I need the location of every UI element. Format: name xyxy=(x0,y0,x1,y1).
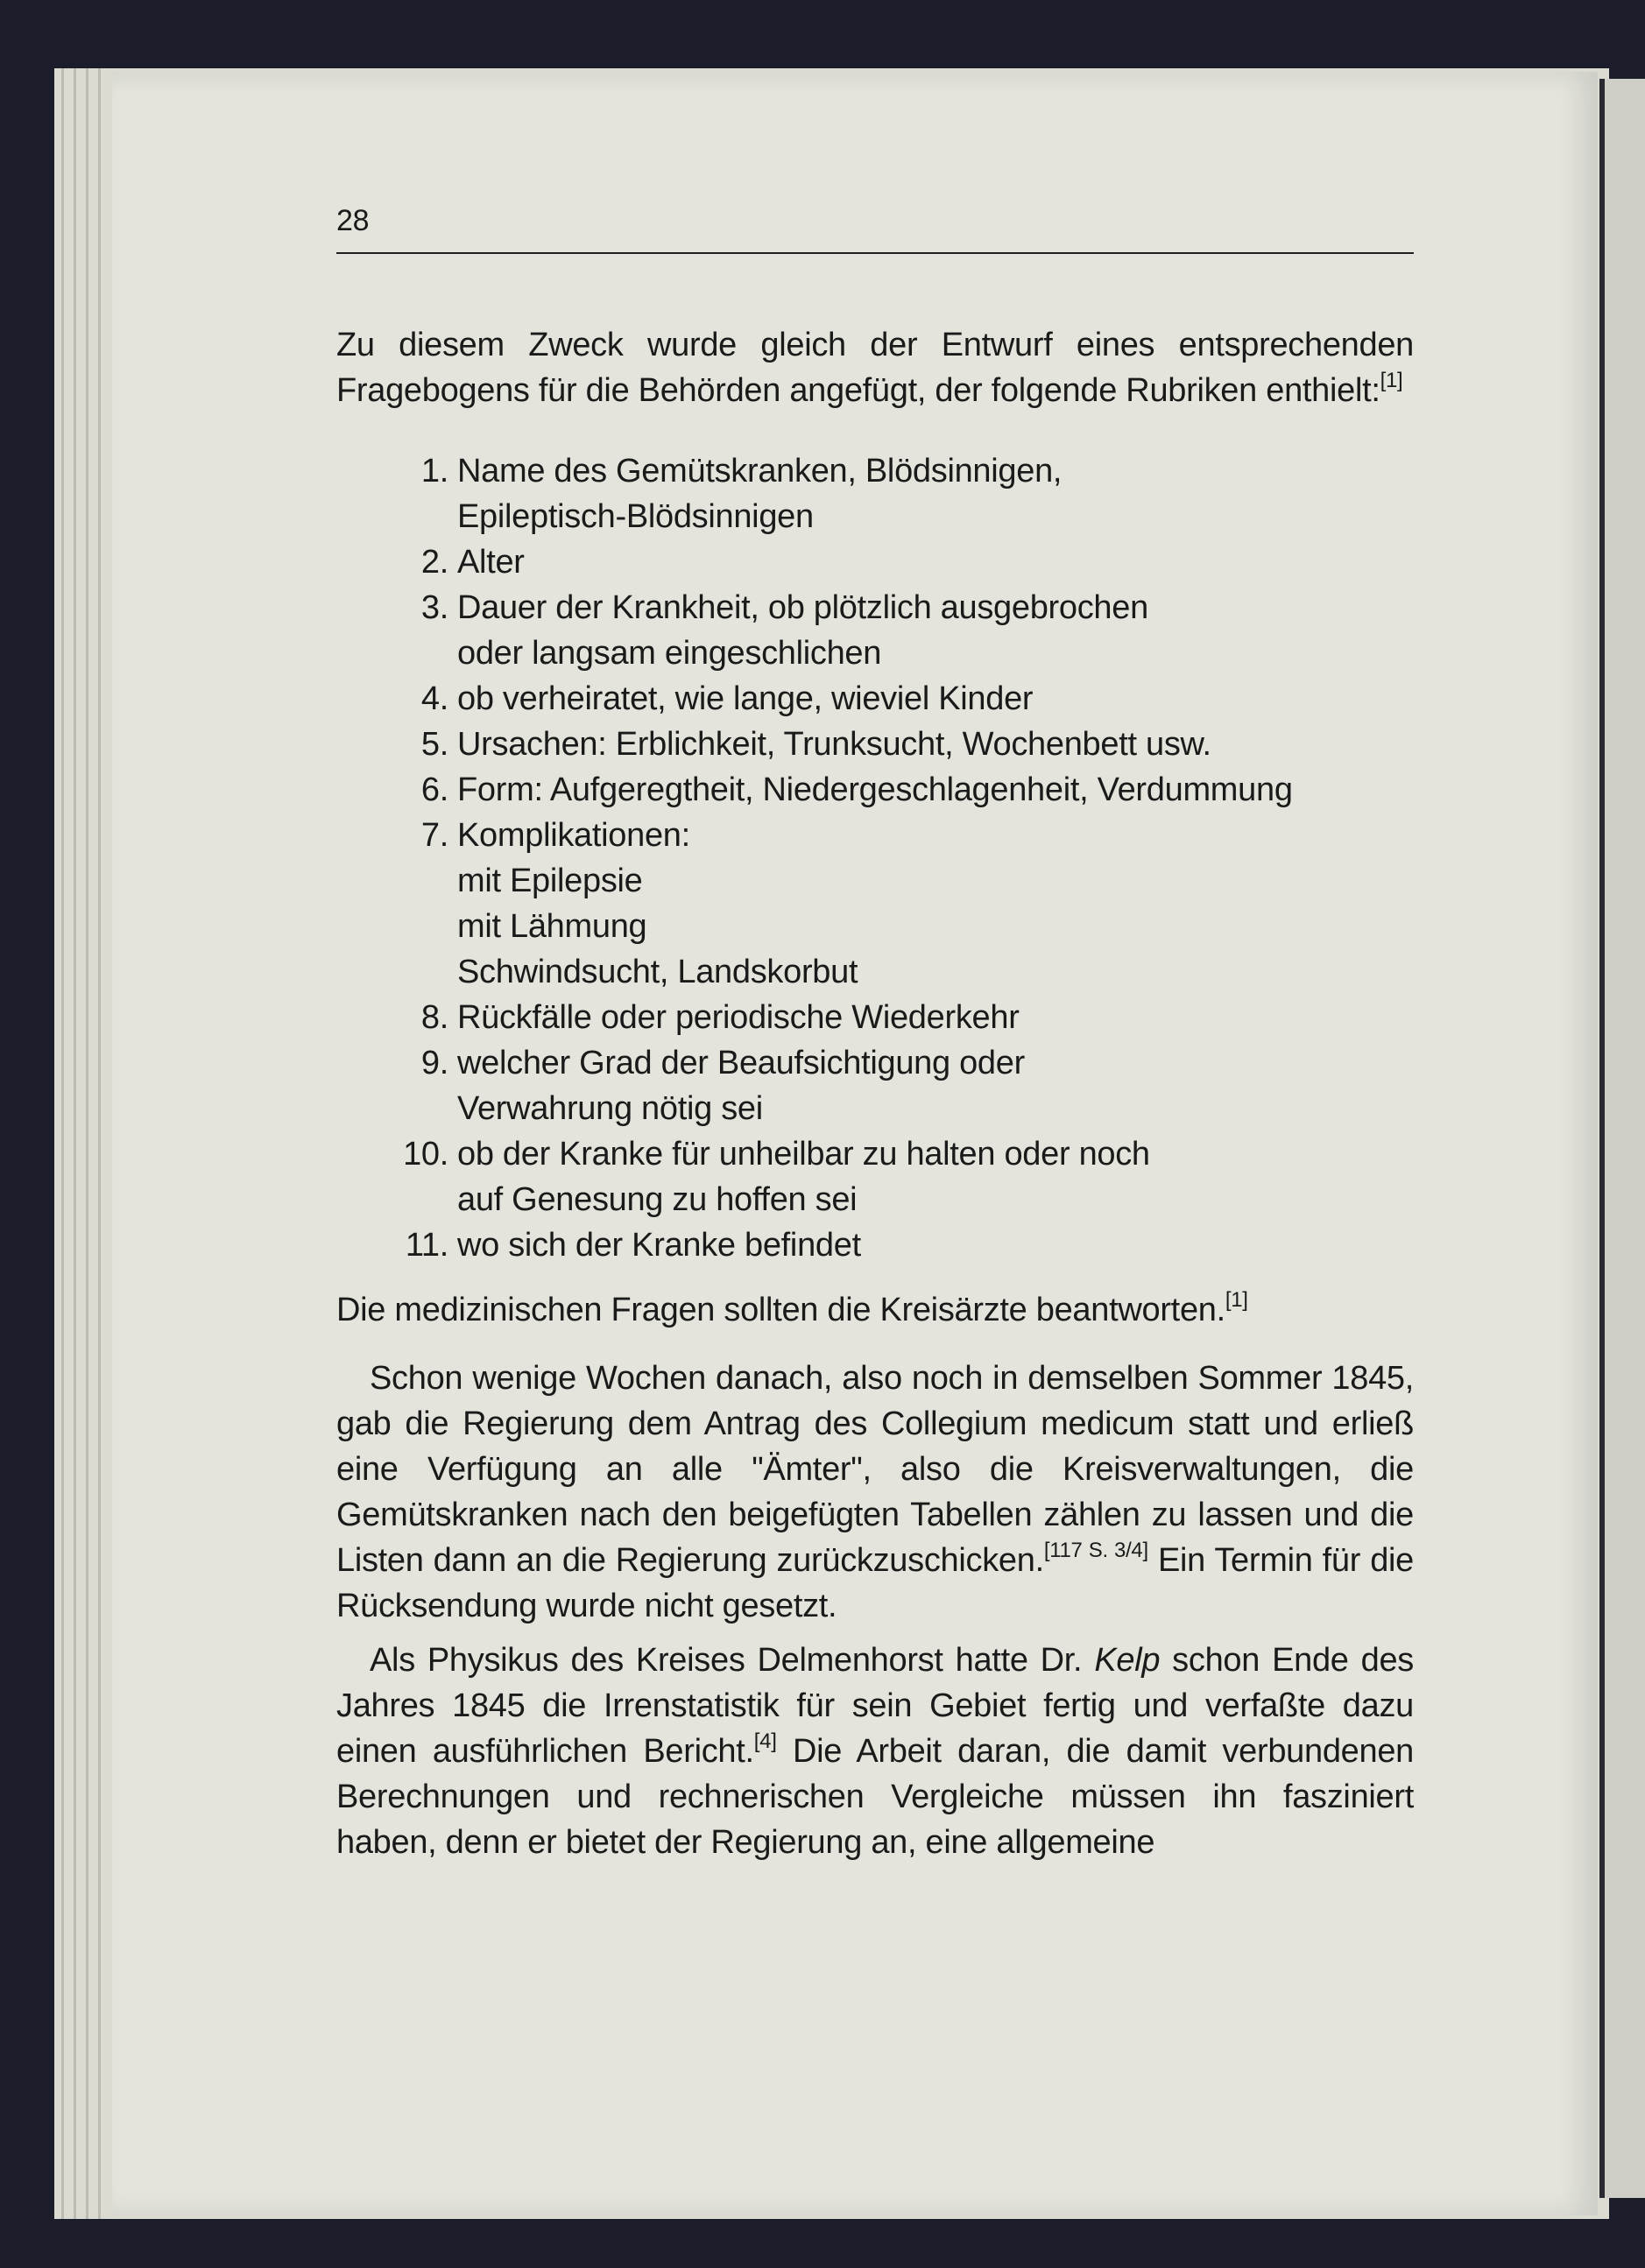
list-item-line: welcher Grad der Beaufsichtigung oder xyxy=(457,1045,1025,1081)
paragraph-2-text-b: schon Ende des Jahres 1845 die Irrenstatistik für sein Gebiet fertig und verfaßte dazu einen ausführlichen Bericht. xyxy=(336,1642,1415,1770)
list-item-body xyxy=(457,585,1414,676)
paragraph-1-text-a: Schon wenige Wochen danach, also noch in demselben Sommer 1845, gab die Regierung dem Antrag des Collegium medicum statt und erließ eine Verfügung an alle "Ämter", also die Kreisverwaltungen, die Gemütskranken nach den beigefügten Tabellen zählen zu lassen und die Listen dann an die Regierung zurückzuschicken. xyxy=(336,1360,1414,1579)
list-item-body xyxy=(457,676,1414,722)
list-item-line: Schwindsucht, Landskorbut xyxy=(457,954,858,990)
list-item-body xyxy=(457,1131,1414,1222)
page-edge xyxy=(61,68,64,2219)
list-item xyxy=(336,813,1414,995)
list-item-line: mit Lähmung xyxy=(457,908,647,945)
list-item-number: 4. xyxy=(420,680,448,717)
list-item-line: Form: Aufgeregtheit, Niedergeschlagenheit, Verdummung xyxy=(457,771,1293,808)
list-item-number: 10. xyxy=(403,1136,448,1173)
paragraph-2-text-a: Als Physikus des Kreises Delmenhorst hatte Dr. xyxy=(370,1642,1095,1679)
footnote-ref: [4] xyxy=(753,1729,777,1753)
list-item xyxy=(336,767,1414,813)
rubriken-list xyxy=(336,448,1414,1268)
author-name: Kelp xyxy=(1094,1642,1161,1679)
list-item-body xyxy=(457,722,1414,767)
list-item-line: Rückfälle oder periodische Wiederkehr xyxy=(457,999,1020,1036)
list-item xyxy=(336,448,1414,539)
paragraph-1 xyxy=(336,1356,1414,1629)
list-item-line: Verwahrung nötig sei xyxy=(457,1090,763,1127)
list-item-number: 3. xyxy=(420,589,448,626)
list-item-number: 1. xyxy=(420,453,448,490)
intro-text: Zu diesem Zweck wurde gleich der Entwurf eines entsprechenden Fragebogens für die Behörden angefügt, der folgende Rubriken enthielt: xyxy=(336,327,1414,409)
list-item xyxy=(336,1131,1414,1222)
list-item xyxy=(336,722,1414,767)
page-number: 28 xyxy=(336,204,370,237)
list-item xyxy=(336,1040,1414,1131)
list-item-line: Ursachen: Erblichkeit, Trunksucht, Wochenbett usw. xyxy=(457,726,1211,763)
header-rule xyxy=(336,252,1414,254)
list-item xyxy=(336,585,1414,676)
list-item-number: 11. xyxy=(405,1227,448,1264)
list-item-body xyxy=(457,767,1414,813)
closing-text: Die medizinischen Fragen sollten die Kreisärzte beantworten. xyxy=(336,1292,1225,1328)
list-item-number: 5. xyxy=(420,726,448,763)
page-edge xyxy=(86,68,88,2219)
list-item-line: Name des Gemütskranken, Blödsinnigen, xyxy=(457,453,1063,490)
paragraph-2-text-c: Die Arbeit daran, die damit verbundenen Berechnungen und rechnerischen Vergleiche müssen ihn fasziniert haben, denn er bietet der Regierung an, eine allgemeine xyxy=(336,1733,1414,1861)
list-item-line: auf Genesung zu hoffen sei xyxy=(457,1181,858,1218)
list-item-line: Dauer der Krankheit, ob plötzlich ausgebrochen xyxy=(457,589,1148,626)
footnote-ref: [117 S. 3/4] xyxy=(1043,1539,1148,1562)
list-item-line: wo sich der Kranke befindet xyxy=(457,1227,861,1264)
facing-page-edge xyxy=(1599,79,1645,2198)
list-item-body xyxy=(457,1222,1414,1268)
list-item-body xyxy=(457,813,1414,995)
list-item-number: 6. xyxy=(420,771,448,808)
page-edge xyxy=(74,68,76,2219)
list-item-line: Komplikationen: xyxy=(457,817,690,854)
list-item-number: 7. xyxy=(420,817,448,854)
list-item xyxy=(336,676,1414,722)
list-item-body xyxy=(457,1040,1414,1131)
paragraph-2 xyxy=(336,1638,1414,1865)
list-item xyxy=(336,995,1414,1040)
list-item xyxy=(336,539,1414,585)
list-item-number: 2. xyxy=(420,544,448,581)
page-content xyxy=(336,201,1414,1865)
list-item-body xyxy=(457,448,1414,539)
intro-paragraph xyxy=(336,322,1414,413)
list-item-line: ob der Kranke für unheilbar zu halten oder noch xyxy=(457,1136,1150,1173)
list-item-body xyxy=(457,995,1414,1040)
paragraph-1-text-b: Ein Termin für die Rücksendung wurde nicht gesetzt. xyxy=(336,1542,1415,1624)
list-item-body xyxy=(457,539,1414,585)
list-item-number: 9. xyxy=(420,1045,448,1081)
closing-sentence xyxy=(336,1287,1414,1333)
list-item-line: oder langsam eingeschlichen xyxy=(457,635,882,672)
list-item-line: Alter xyxy=(457,544,525,581)
list-item-line: mit Epilepsie xyxy=(457,863,643,899)
list-item-line: ob verheiratet, wie lange, wieviel Kinder xyxy=(457,680,1034,717)
list-item xyxy=(336,1222,1414,1268)
footnote-ref: [1] xyxy=(1225,1288,1248,1312)
list-item-number: 8. xyxy=(420,999,448,1036)
list-item-line: Epileptisch-Blödsinnigen xyxy=(457,498,814,535)
footnote-ref: [1] xyxy=(1380,369,1403,392)
page-edge xyxy=(98,68,101,2219)
